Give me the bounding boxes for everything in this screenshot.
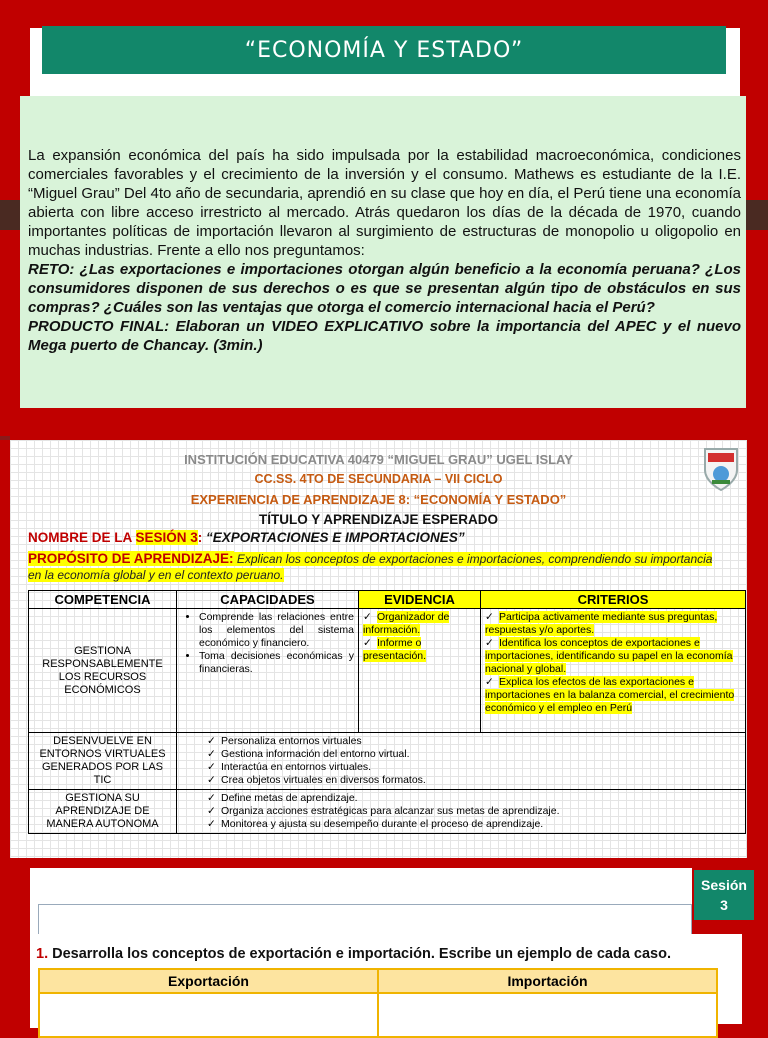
criterion-item: [485, 611, 741, 637]
header-criterios: CRITERIOS: [481, 591, 746, 609]
capacity-1: • Comprende las relaciones entre los elementos del sistema económico y financiero.: [199, 611, 354, 650]
school-crest-icon: [702, 446, 740, 492]
check-icon: ✓: [207, 818, 216, 830]
list-item-text: Monitorea y ajusta su desempeño durante el proceso de aprendizaje.: [221, 818, 544, 830]
criterion-3: Explica los efectos de las exportaciones e importaciones en la balanza comercial, el crecimiento económico y el empleo en Perú: [485, 676, 735, 714]
header-importacion: Importación: [378, 969, 717, 993]
purpose-label: PROPÓSITO DE APRENDIZAJE:: [28, 551, 234, 566]
context-paragraph: La expansión económica del país ha sido impulsada por la estabilidad macroeconómica, condiciones comerciales favorables y el crecimiento de la inversión y el consumo. Mathews es estudiante de la I.E. “Miguel Grau” Del 4to año de secundaria, aprendió en su clase que hoy en día, el Perú tiene una economía abierta con libre acceso irrestricto al mercado. Atrás quedaron los días de la década de 1970, cuando importantes políticas de importación llevaron al surgimiento de estructuras de monopolio u oligopolio en muchas industrias. Frente a ello nos preguntamos:: [28, 147, 741, 259]
section-title: TÍTULO Y APRENDIZAJE ESPERADO: [258, 512, 499, 527]
list-item: [207, 748, 741, 761]
page-title: “ECONOMÍA Y ESTADO”: [42, 26, 726, 74]
criterion-item: [485, 637, 741, 676]
list-item: [207, 735, 741, 748]
session-label-colon: :: [197, 530, 207, 545]
evidence-item: [363, 637, 476, 663]
purpose-text: Explican los conceptos de exportaciones e importaciones, comprendiendo su importancia en la economía global y en el contexto peruano.: [28, 552, 713, 582]
competency-cell-2: [29, 733, 177, 790]
context-box: [20, 96, 746, 408]
competency-3-items: [177, 790, 746, 834]
session-badge-number: 3: [720, 897, 728, 913]
course-name: CC.SS. 4TO DE SECUNDARIA – VII CICLO: [254, 472, 503, 486]
list-item-text: Crea objetos virtuales en diversos formatos.: [221, 774, 426, 786]
activity-table: [38, 968, 718, 1038]
competency-cell-3: [29, 790, 177, 834]
competency-cell-1: [29, 609, 177, 733]
session-name-row: [28, 530, 465, 545]
check-icon: ✓: [207, 735, 216, 747]
check-icon: ✓: [207, 761, 216, 773]
list-item-text: Define metas de aprendizaje.: [221, 792, 358, 804]
evidence-2: Informe o presentación.: [363, 637, 427, 662]
institution-name: INSTITUCIÓN EDUCATIVA 40479 “MIGUEL GRAU” UGEL ISLAY: [184, 452, 573, 467]
competency-1: GESTIONA RESPONSABLEMENTE LOS RECURSOS ECONÓMICOS: [42, 644, 163, 696]
activity-question: [36, 946, 671, 962]
capacity-2: • Toma decisiones económicas y financieras.: [199, 650, 354, 676]
lesson-document: [10, 440, 747, 858]
activity-number: 1.: [36, 946, 49, 962]
importacion-answer-cell[interactable]: [378, 993, 717, 1037]
criterion-1: Participa activamente mediante sus preguntas, respuestas y/o aportes.: [485, 611, 718, 636]
competency-3: GESTIONA SU APRENDIZAJE DE MANERA AUTONOMA: [46, 792, 159, 830]
session-badge: [694, 870, 754, 920]
session-name: “EXPORTACIONES E IMPORTACIONES”: [206, 530, 465, 545]
activity-text: Desarrolla los conceptos de exportación e importación. Escribe un ejemplo de cada caso.: [48, 946, 671, 962]
list-item-text: Gestiona información del entorno virtual.: [221, 748, 410, 760]
list-item-text: Interactúa en entornos virtuales.: [221, 761, 372, 773]
list-item: [207, 792, 741, 805]
header-exportacion: Exportación: [39, 969, 378, 993]
evidence-item: [363, 611, 476, 637]
list-item: [207, 805, 741, 818]
check-icon: ✓: [485, 611, 494, 623]
check-icon: ✓: [207, 748, 216, 760]
session-label-part1: NOMBRE DE LA: [28, 530, 136, 545]
competency-2: DESENVUELVE EN ENTORNOS VIRTUALES GENERADOS POR LAS TIC: [39, 735, 166, 786]
session-badge-label: Sesión: [701, 877, 747, 893]
competency-2-items: [177, 733, 746, 790]
criterion-item: [485, 676, 741, 715]
check-icon: ✓: [485, 676, 494, 688]
doc-edge-left: [0, 436, 10, 440]
capacities-cell: [177, 609, 359, 733]
capacities-list: [181, 611, 354, 676]
check-icon: ✓: [207, 792, 216, 804]
criterion-2: Identifica los conceptos de exportaciones e importaciones, identificando su papel en la economía nacional y global.: [485, 637, 733, 675]
list-item-text: Personaliza entornos virtuales: [221, 735, 362, 747]
criteria-cell: [481, 609, 746, 733]
exportacion-answer-cell[interactable]: [39, 993, 378, 1037]
list-item: [207, 818, 741, 831]
competency-table: [28, 590, 746, 834]
header-competencia: COMPETENCIA: [29, 591, 177, 609]
activity-section: [30, 934, 742, 1024]
session-number-label: SESIÓN 3: [135, 530, 198, 545]
list-item: [207, 761, 741, 774]
bottom-inner-box: [38, 904, 692, 936]
list-item: [207, 774, 741, 787]
challenge-text: RETO: ¿Las exportaciones e importaciones otorgan algún beneficio a la economía peruana? ¿Los consumidores disponen de sus derechos o es que se presentan algún tipo de obstáculos en sus compras? ¿Cuáles son las ventajas que otorga el comercio internacional hacia el Perú?: [28, 261, 741, 316]
evidence-1: Organizador de información.: [363, 611, 450, 636]
check-icon: ✓: [485, 637, 494, 649]
check-icon: ✓: [207, 805, 216, 817]
check-icon: ✓: [363, 611, 372, 623]
experience-title: EXPERIENCIA DE APRENDIZAJE 8: “ECONOMÍA Y ESTADO”: [190, 492, 567, 507]
header-evidencia: EVIDENCIA: [359, 591, 481, 609]
final-product-text: PRODUCTO FINAL: Elaboran un VIDEO EXPLICATIVO sobre la importancia del APEC y el nuevo Mega puerto de Chancay. (3min.): [28, 318, 741, 354]
purpose-row: [28, 551, 728, 583]
check-icon: ✓: [363, 637, 372, 649]
evidence-cell: [359, 609, 481, 733]
check-icon: ✓: [207, 774, 216, 786]
header-capacidades: CAPACIDADES: [177, 591, 359, 609]
list-item-text: Organiza acciones estratégicas para alcanzar sus metas de aprendizaje.: [221, 805, 560, 817]
